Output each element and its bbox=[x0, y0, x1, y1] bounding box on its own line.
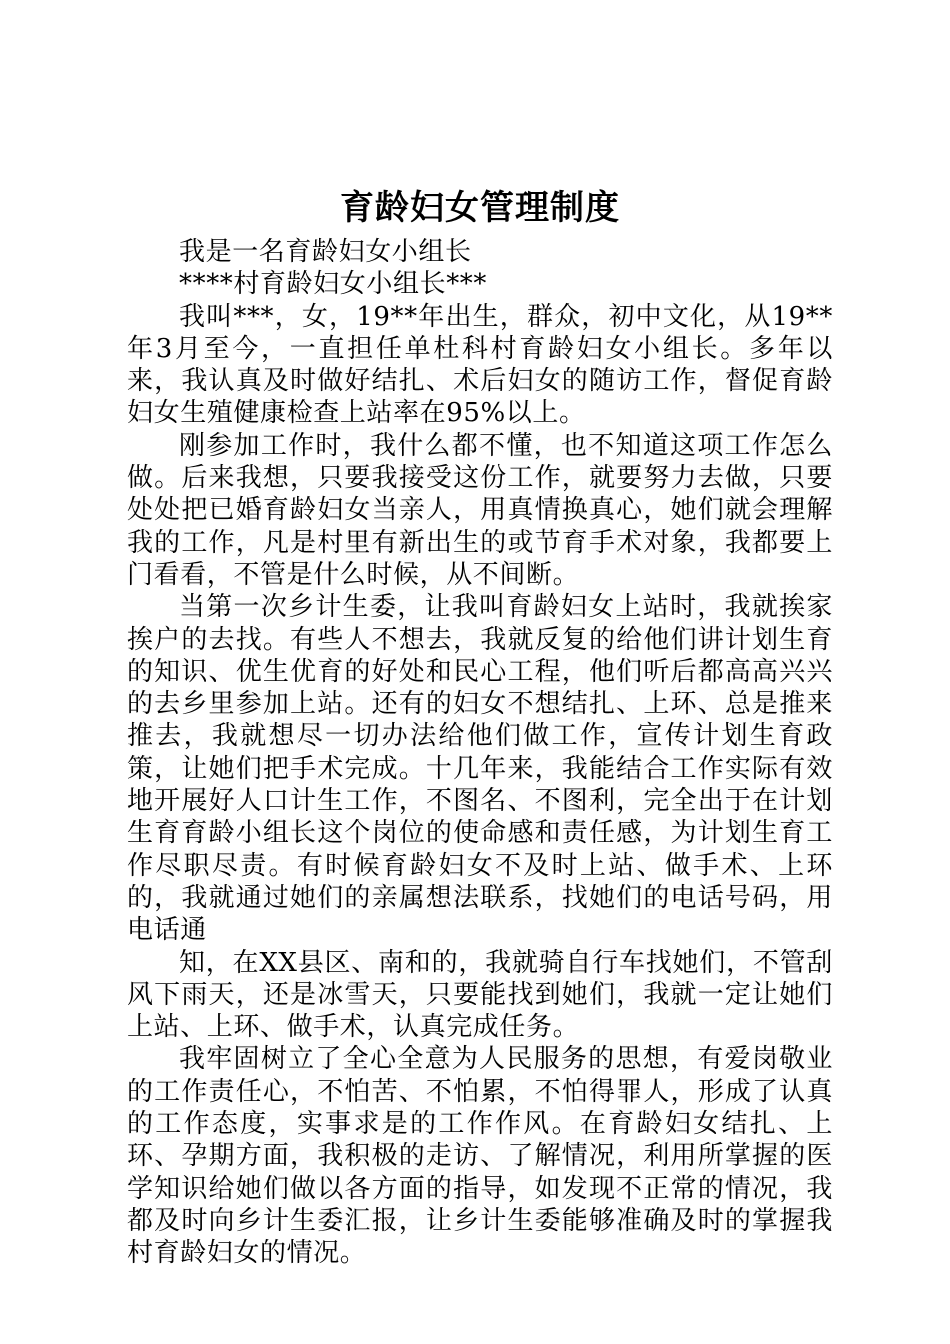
paragraph-byline: ****村育龄妇女小组长*** bbox=[179, 269, 488, 300]
paragraph-notification: 知，在XX县区、南和的，我就骑自行车找她们，不管刮风下雨天，还是冰雪天，只要能找到她们，我就一定让她们上站、上环、做手术，认真完成任务。 bbox=[127, 947, 833, 1043]
paragraph-first-task: 当第一次乡计生委，让我叫育龄妇女上站时，我就挨家挨户的去找。有些人不想去，我就反复的给他们讲计划生育的知识、优生优育的好处和民心工程，他们听后都高高兴兴的去乡里参加上站。还有的妇女不想结扎、上环、总是推来推去，我就想尽一切办法给他们做工作，宣传计划生育政策，让她们把手术完成。十几年来，我能结合工作实际有效地开展好人口计生工作，不图名、不图利，完全出于在计划生育育龄小组长这个岗位的使命感和责任感，为计划生育工作尽职尽责。有时候育龄妇女不及时上站、做手术、上环的，我就通过她们的亲属想法联系，找她们的电话号码，用电话通 bbox=[127, 592, 833, 946]
paragraph-beginning: 刚参加工作时，我什么都不懂，也不知道这项工作怎么做。后来我想，只要我接受这份工作，就要努力去做，只要处处把已婚育龄妇女当亲人，用真情换真心，她们就会理解我的工作，凡是村里有新出生的或节育手术对象，我都要上门看看，不管是什么时候，从不间断。 bbox=[127, 430, 833, 590]
paragraph-profile: 我叫***，女，19**年出生，群众，初中文化，从19**年3月至今，一直担任单杜科村育龄妇女小组长。多年以来，我认真及时做好结扎、术后妇女的随访工作，督促育龄妇女生殖健康检查上站率在95%以上。 bbox=[127, 301, 833, 429]
paragraph-attitude: 我牢固树立了全心全意为人民服务的思想，有爱岗敬业的工作责任心，不怕苦、不怕累，不怕得罪人，形成了认真的工作态度，实事求是的工作作风。在育龄妇女结扎、上环、孕期方面，我积极的走访、了解情况，利用所掌握的医学知识给她们做以各方面的指导，如发现不正常的情况，我都及时向乡计生委汇报，让乡计生委能够准确及时的掌握我村育龄妇女的情况。 bbox=[127, 1044, 833, 1269]
document-page bbox=[127, 178, 833, 1270]
paragraph-intro: 我是一名育龄妇女小组长 bbox=[179, 237, 472, 267]
document-title: 育龄妇女管理制度 bbox=[340, 188, 620, 228]
